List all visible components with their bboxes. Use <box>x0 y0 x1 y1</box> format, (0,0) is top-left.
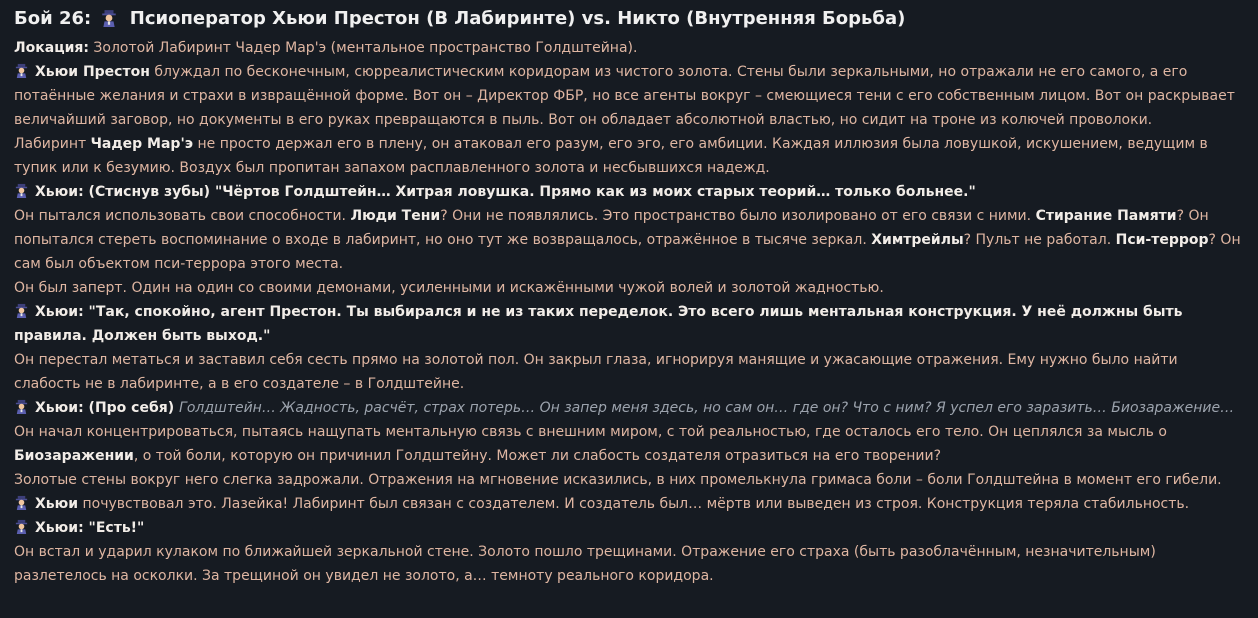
detective-icon <box>14 63 29 78</box>
detective-icon <box>14 183 29 198</box>
ability-name: Люди Тени <box>350 208 441 224</box>
paragraph-5: Он перестал метаться и заставил себя сесть прямо на золотой пол. Он закрыл глаза, игнорируя манящие и ужасающие отражения. Ему нужно было найти слабость не в лабиринте, а в его создателе – в Голдштейне. <box>14 352 1178 392</box>
character-name: Хьюи Престон <box>35 64 150 80</box>
detective-icon <box>14 303 29 318</box>
detective-icon <box>14 519 29 534</box>
ability-name: Стирание Памяти <box>1035 208 1177 224</box>
location-paragraph <box>14 36 1244 60</box>
dialogue-text: "Так, спокойно, агент Престон. Ты выбирался и не из таких переделок. Это всего лишь ментальная конструкция. У неё должны быть правила. Должен быть выход." <box>14 304 1183 344</box>
detective-icon <box>14 399 29 414</box>
dialogue-line-4 <box>14 516 1244 540</box>
paragraph-2-text: не просто держал его в плену, он атаковал его разум, его эго, его амбиции. Каждая иллюзия была ловушкой, искушением, ведущим в тупик или к безумию. Воздух был пропитан запахом расплавленного золота и несбывшихся надежд. <box>14 136 1208 176</box>
ability-name: Биозаражении <box>14 448 134 464</box>
ability-name: Химтрейлы <box>871 232 964 248</box>
speaker-name: Хьюи: <box>35 400 84 416</box>
detective-icon <box>100 9 118 27</box>
paragraph-2-pre: Лабиринт <box>14 136 91 152</box>
paragraph-7: Золотые стены вокруг него слегка задрожали. Отражения на мгновение исказились, в них промелькнула гримаса боли – боли Голдштейна в момент его гибели. <box>14 472 1222 488</box>
p3-text-4: ? Пульт не работал. <box>963 232 1116 248</box>
dialogue-text: (Стиснув зубы) "Чёртов Голдштейн… Хитрая ловушка. Прямо как из моих старых теорий… только больнее." <box>83 184 976 200</box>
paragraph-3 <box>14 204 1244 276</box>
ability-name: Пси-террор <box>1115 232 1209 248</box>
p3-text-3: ? Он попытался стереть воспоминание о входе в лабиринт, но оно тут же возвращалось, отражённое в тысяче зеркал. <box>14 208 1209 248</box>
dialogue-aside: (Про себя) <box>83 400 180 416</box>
detective-icon <box>14 495 29 510</box>
p3-text-5: ? Он сам был объектом пси-террора этого места. <box>14 232 1241 272</box>
paragraph-1 <box>14 60 1244 132</box>
fight-number: Бой 26: <box>14 8 92 29</box>
speaker-name: Хьюи: <box>35 184 84 200</box>
character-name: Хьюи <box>35 496 79 512</box>
dialogue-line-1 <box>14 180 1244 204</box>
labyrinth-name: Чадер Мар'э <box>90 136 194 152</box>
location-text: Золотой Лабиринт Чадер Мар'э (ментальное пространство Голдштейна). <box>88 40 638 56</box>
paragraph-4: Он был заперт. Один на один со своими демонами, усиленными и искажёнными чужой волей и золотой жадностью. <box>14 280 884 296</box>
speaker-name: Хьюи: <box>35 304 84 320</box>
location-label: Локация: <box>14 40 89 56</box>
p3-text-2: ? Они не появлялись. Это пространство было изолировано от его связи с ними. <box>440 208 1036 224</box>
dialogue-line-2 <box>14 300 1244 348</box>
paragraph-1-text: блуждал по бесконечным, сюрреалистическим коридорам из чистого золота. Стены были зеркальными, но отражали не его самого, а его потаённые желания и страхи в извращённой форме. Вот он – Директор ФБР, но все агенты вокруг – смеющиеся тени с его собственным лицом. Вот он раскрывает величайший заговор, но документы в его руках превращаются в пыль. Вот он обладает абсолютной властью, но сидит на троне из колючей проволоки. <box>14 64 1235 128</box>
fight-title-text: Псиоператор Хьюи Престон (В Лабиринте) vs. Никто (Внутренняя Борьба) <box>129 8 906 29</box>
speaker-name: Хьюи: <box>35 520 84 536</box>
p6-text-1: Он начал концентрироваться, пытаясь нащупать ментальную связь с внешним миром, с той реальностью, где осталось его тело. Он цеплялся за мысль о <box>14 424 1167 440</box>
inner-thought: Голдштейн… Жадность, расчёт, страх потерь… Он запер меня здесь, но сам он… где он? Что с ним? Я успел его заразить… Биозаражение… <box>179 400 1235 416</box>
dialogue-line-3 <box>14 396 1244 420</box>
paragraph-8 <box>14 492 1244 516</box>
dialogue-text: "Есть!" <box>83 520 145 536</box>
paragraph-9: Он встал и ударил кулаком по ближайшей зеркальной стене. Золото пошло трещинами. Отражение его страха (быть разоблачённым, незначительным) разлетелось на осколки. За трещиной он увидел не золото, а… темноту реального коридора. <box>14 544 1156 584</box>
fight-title <box>14 6 1244 32</box>
paragraph-8-text: почувствовал это. Лазейка! Лабиринт был связан с создателем. И создатель был… мёртв или выведен из строя. Конструкция теряла стабильность. <box>78 496 1190 512</box>
p3-text-1: Он пытался использовать свои способности. <box>14 208 351 224</box>
paragraph-6 <box>14 420 1244 468</box>
p6-text-2: , о той боли, которую он причинил Голдштейну. Может ли слабость создателя отразиться на его творении? <box>133 448 942 464</box>
paragraph-2 <box>14 132 1244 180</box>
